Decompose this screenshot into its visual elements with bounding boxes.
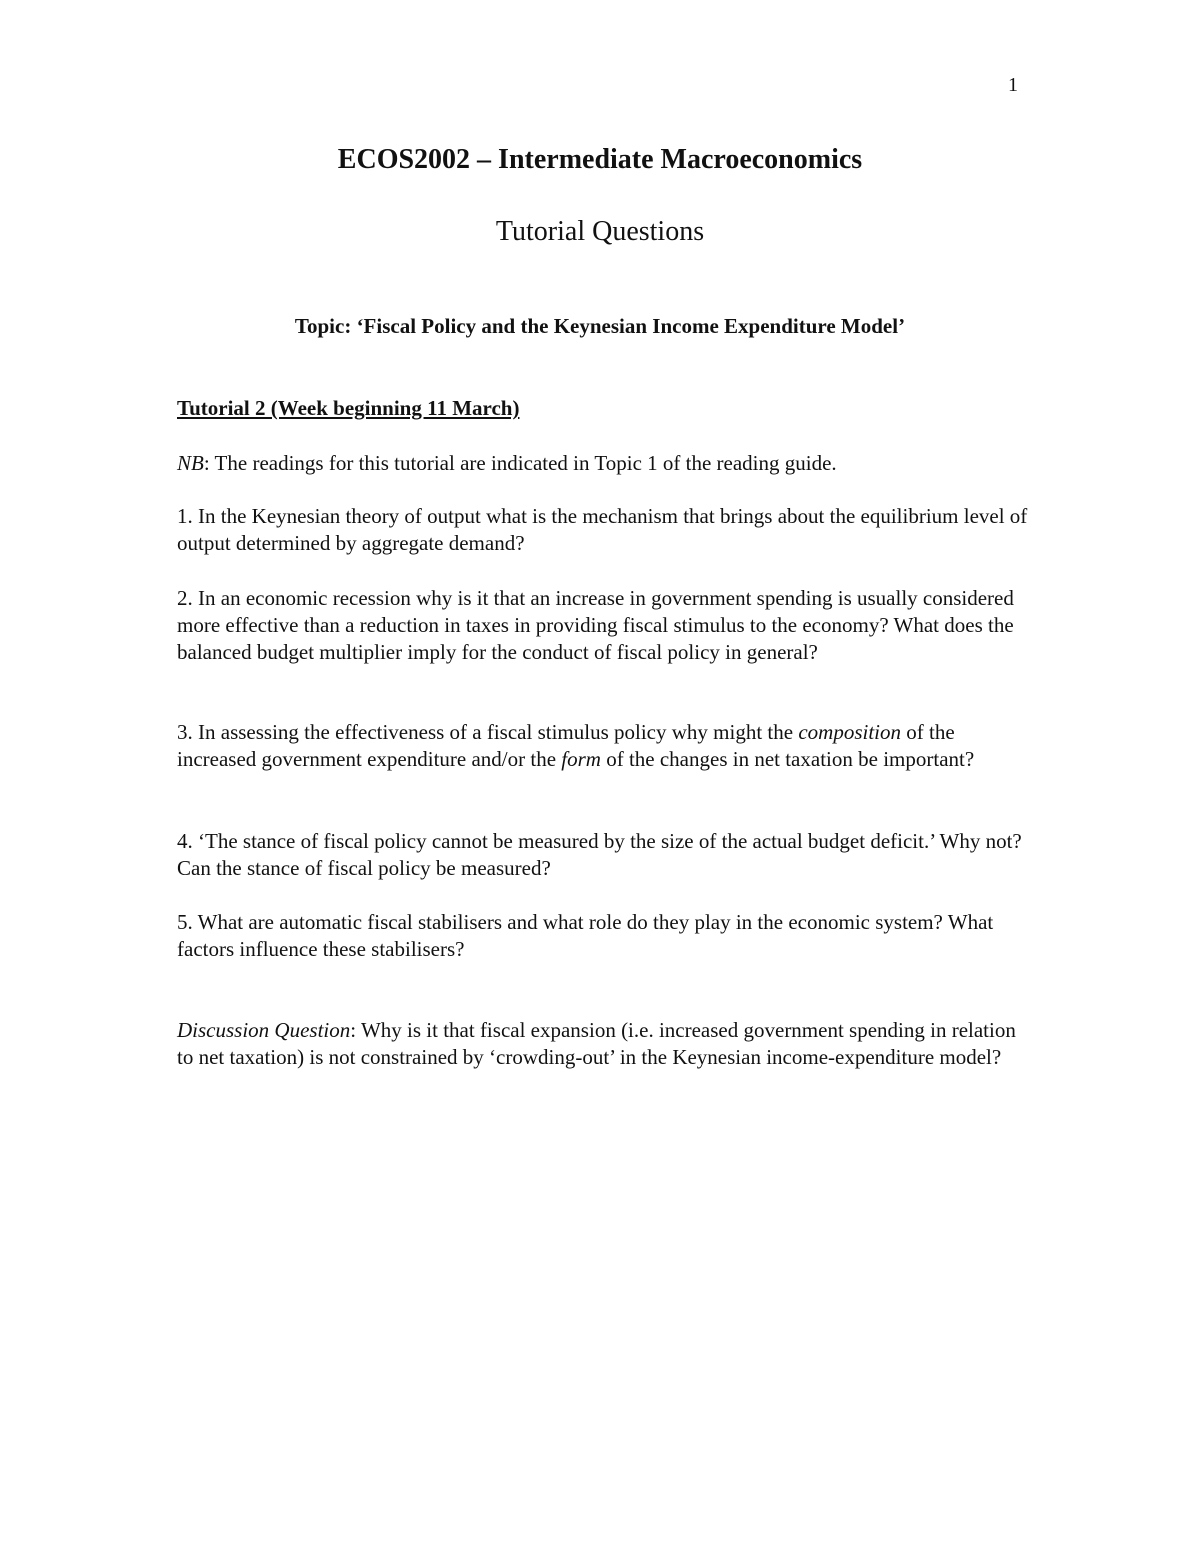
discussion-text: : Why is it that fiscal expansion (i.e. increased government spending in relation to net taxation) is not constrained by ‘crowding-out’ in the Keynesian income-expenditure model? [177,1018,1016,1069]
question-3 [177,719,1037,773]
question-5: 5. What are automatic fiscal stabilisers and what role do they play in the economic system? What factors influence these stabilisers? [177,910,994,961]
document-subtitle: Tutorial Questions [495,216,705,247]
page-number: 1 [1008,74,1018,96]
question-1: 1. In the Keynesian theory of output what is the mechanism that brings about the equilibrium level of output determined by aggregate demand? [177,504,1028,555]
nb-label: NB [177,451,204,475]
topic-heading: Topic: ‘Fiscal Policy and the Keynesian Income Expenditure Model’ [294,314,906,338]
discussion-question [177,1017,1037,1071]
question-3-part-1: 3. In assessing the effectiveness of a fiscal stimulus policy why might the [177,720,799,744]
question-3-part-2: of the increased government expenditure and/or the [177,720,955,771]
question-3-part-3: of the changes in net taxation be important? [600,747,975,771]
nb-text: : The readings for this tutorial are indicated in Topic 1 of the reading guide. [203,451,837,475]
document-title: ECOS2002 – Intermediate Macroeconomics [337,144,863,175]
question-3-emphasis-composition: composition [798,720,901,744]
tutorial-heading: Tutorial 2 (Week beginning 11 March) [177,396,520,420]
question-4: 4. ‘The stance of fiscal policy cannot be measured by the size of the actual budget deficit.’ Why not? Can the stance of fiscal policy be measured? [177,829,1022,880]
question-2: 2. In an economic recession why is it that an increase in government spending is usually considered more effective than a reduction in taxes in providing fiscal stimulus to the economy? What does the balanced budget multiplier imply for the conduct of fiscal policy in general? [177,586,1014,664]
nb-note [177,450,1037,477]
question-3-emphasis-form: form [561,747,601,771]
discussion-label: Discussion Question [177,1018,351,1042]
